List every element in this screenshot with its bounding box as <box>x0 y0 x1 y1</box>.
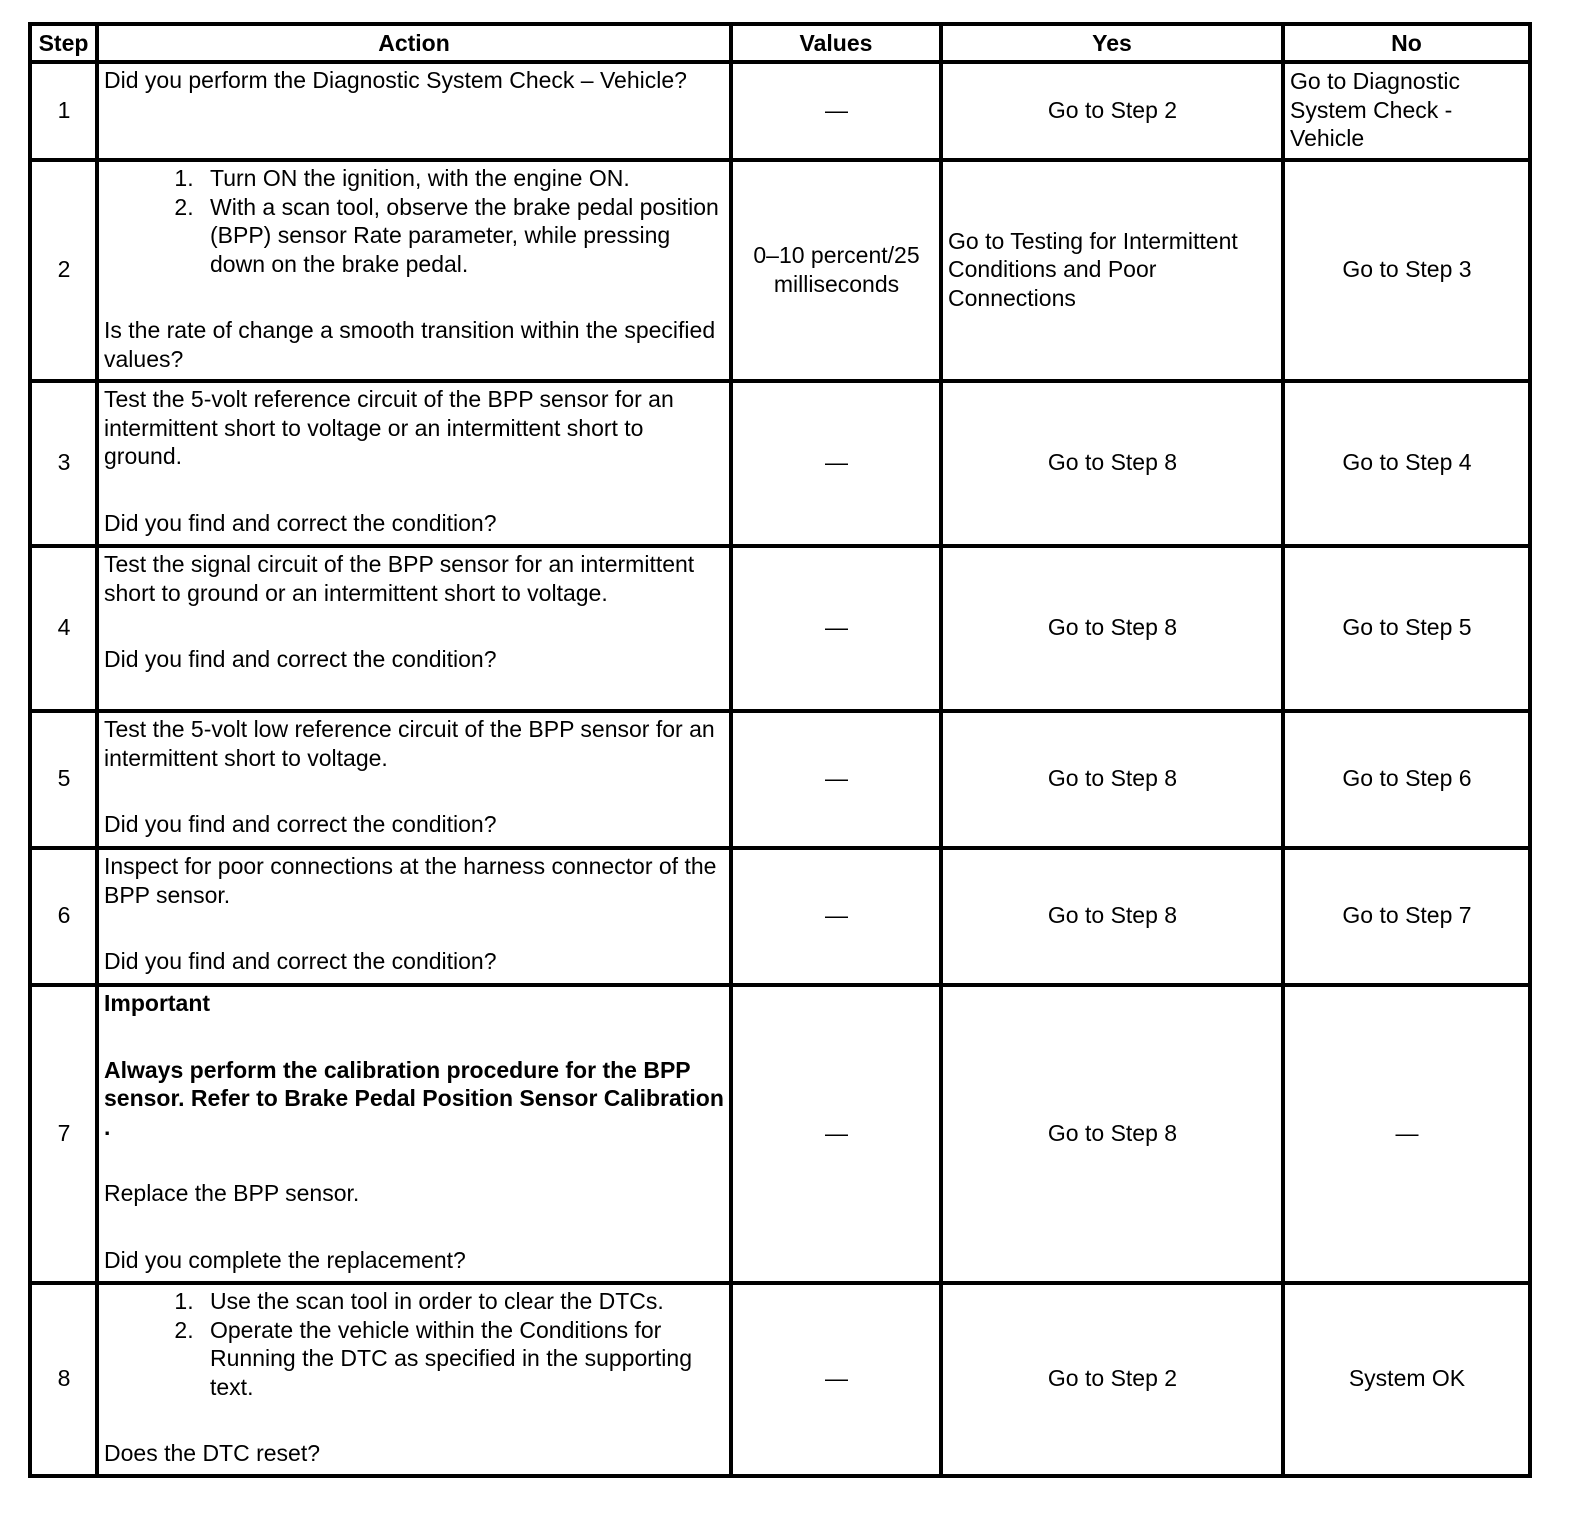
no-cell: Go to Step 5 <box>1283 546 1530 711</box>
action-text: Test the 5-volt reference circuit of the BPP sensor for an intermittent short to voltage or an intermittent short to ground. <box>104 386 674 469</box>
yes-cell: Go to Step 2 <box>941 1283 1283 1476</box>
action-cell <box>97 62 731 160</box>
step-number: 5 <box>30 711 97 848</box>
action-text: Test the 5-volt low reference circuit of the BPP sensor for an intermittent short to voltage. <box>104 716 715 771</box>
action-question: Did you find and correct the condition? <box>104 509 497 536</box>
header-row <box>30 24 1530 62</box>
action-cell <box>97 546 731 711</box>
value-cell: 0–10 percent/25 milliseconds <box>731 160 941 381</box>
yes-cell: Go to Step 8 <box>941 711 1283 848</box>
action-cell <box>97 160 731 381</box>
yes-cell: Go to Testing for Intermittent Conditions and Poor Connections <box>941 160 1283 381</box>
action-question: Is the rate of change a smooth transition within the specified values? <box>104 317 716 372</box>
spacer <box>104 772 725 810</box>
step-number: 6 <box>30 848 97 985</box>
table-row <box>30 985 1530 1283</box>
action-steps <box>104 164 725 278</box>
yes-cell: Go to Step 8 <box>941 985 1283 1283</box>
no-cell: Go to Step 7 <box>1283 848 1530 985</box>
action-question: Did you complete the replacement? <box>104 1246 466 1273</box>
action-text: Inspect for poor connections at the harness connector of the BPP sensor. <box>104 853 717 908</box>
step-number: 3 <box>30 381 97 546</box>
action-cell <box>97 1283 731 1476</box>
important-label: Important <box>104 990 211 1016</box>
action-text: Test the signal circuit of the BPP sensor for an intermittent short to ground or an intermittent short to voltage. <box>104 551 695 606</box>
header-no: No <box>1283 24 1530 62</box>
table-row <box>30 381 1530 546</box>
yes-cell: Go to Step 8 <box>941 381 1283 546</box>
no-cell: Go to Step 3 <box>1283 160 1530 381</box>
spacer <box>104 1141 725 1179</box>
action-cell <box>97 985 731 1283</box>
spacer <box>104 1208 725 1246</box>
spacer <box>104 1018 725 1056</box>
step-number: 1 <box>30 62 97 160</box>
spacer <box>104 607 725 645</box>
table-row <box>30 711 1530 848</box>
no-cell: Go to Step 6 <box>1283 711 1530 848</box>
step-number: 8 <box>30 1283 97 1476</box>
table-row <box>30 546 1530 711</box>
action-cell <box>97 711 731 848</box>
no-cell: Go to Step 4 <box>1283 381 1530 546</box>
yes-cell: Go to Step 2 <box>941 62 1283 160</box>
action-step-item: 1. Use the scan tool in order to clear the DTCs. <box>200 1287 725 1316</box>
action-question: Did you find and correct the condition? <box>104 811 497 837</box>
value-cell: — <box>731 62 941 160</box>
action-step-item: 2. Operate the vehicle within the Conditions for Running the DTC as specified in the supporting text. <box>200 1316 725 1402</box>
action-cell <box>97 381 731 546</box>
header-yes: Yes <box>941 24 1283 62</box>
diagnostic-table <box>28 22 1532 1478</box>
no-cell: Go to Diagnostic System Check - Vehicle <box>1283 62 1530 160</box>
action-question: Did you find and correct the condition? <box>104 646 497 672</box>
value-cell: — <box>731 1283 941 1476</box>
header-step: Step <box>30 24 97 62</box>
action-question: Does the DTC reset? <box>104 1440 321 1466</box>
step-number: 4 <box>30 546 97 711</box>
value-cell: — <box>731 848 941 985</box>
spacer <box>104 471 725 509</box>
action-cell <box>97 848 731 985</box>
important-text: Always perform the calibration procedure for the BPP sensor. Refer to Brake Pedal Position Sensor Calibration . <box>104 1056 724 1140</box>
action-text: Replace the BPP sensor. <box>104 1180 360 1206</box>
no-cell: — <box>1283 985 1530 1283</box>
table-row <box>30 1283 1530 1476</box>
header-action: Action <box>97 24 731 62</box>
spacer <box>104 909 725 947</box>
table-row <box>30 848 1530 985</box>
yes-cell: Go to Step 8 <box>941 848 1283 985</box>
yes-cell: Go to Step 8 <box>941 546 1283 711</box>
table-row <box>30 62 1530 160</box>
header-values: Values <box>731 24 941 62</box>
table-row <box>30 160 1530 381</box>
value-cell: — <box>731 381 941 546</box>
step-number: 2 <box>30 160 97 381</box>
action-text: Did you perform the Diagnostic System Check – Vehicle? <box>104 67 687 93</box>
step-number: 7 <box>30 985 97 1283</box>
action-question: Did you find and correct the condition? <box>104 948 497 974</box>
action-step-item: 2. With a scan tool, observe the brake pedal position (BPP) sensor Rate parameter, while pressing down on the brake pedal. <box>200 193 725 279</box>
value-cell: — <box>731 546 941 711</box>
action-steps <box>104 1287 725 1401</box>
action-step-item: 1. Turn ON the ignition, with the engine ON. <box>200 164 725 193</box>
value-cell: — <box>731 711 941 848</box>
spacer <box>104 278 725 316</box>
value-cell: — <box>731 985 941 1283</box>
diagnostic-table-container <box>28 22 1532 1478</box>
no-cell: System OK <box>1283 1283 1530 1476</box>
spacer <box>104 1401 725 1439</box>
